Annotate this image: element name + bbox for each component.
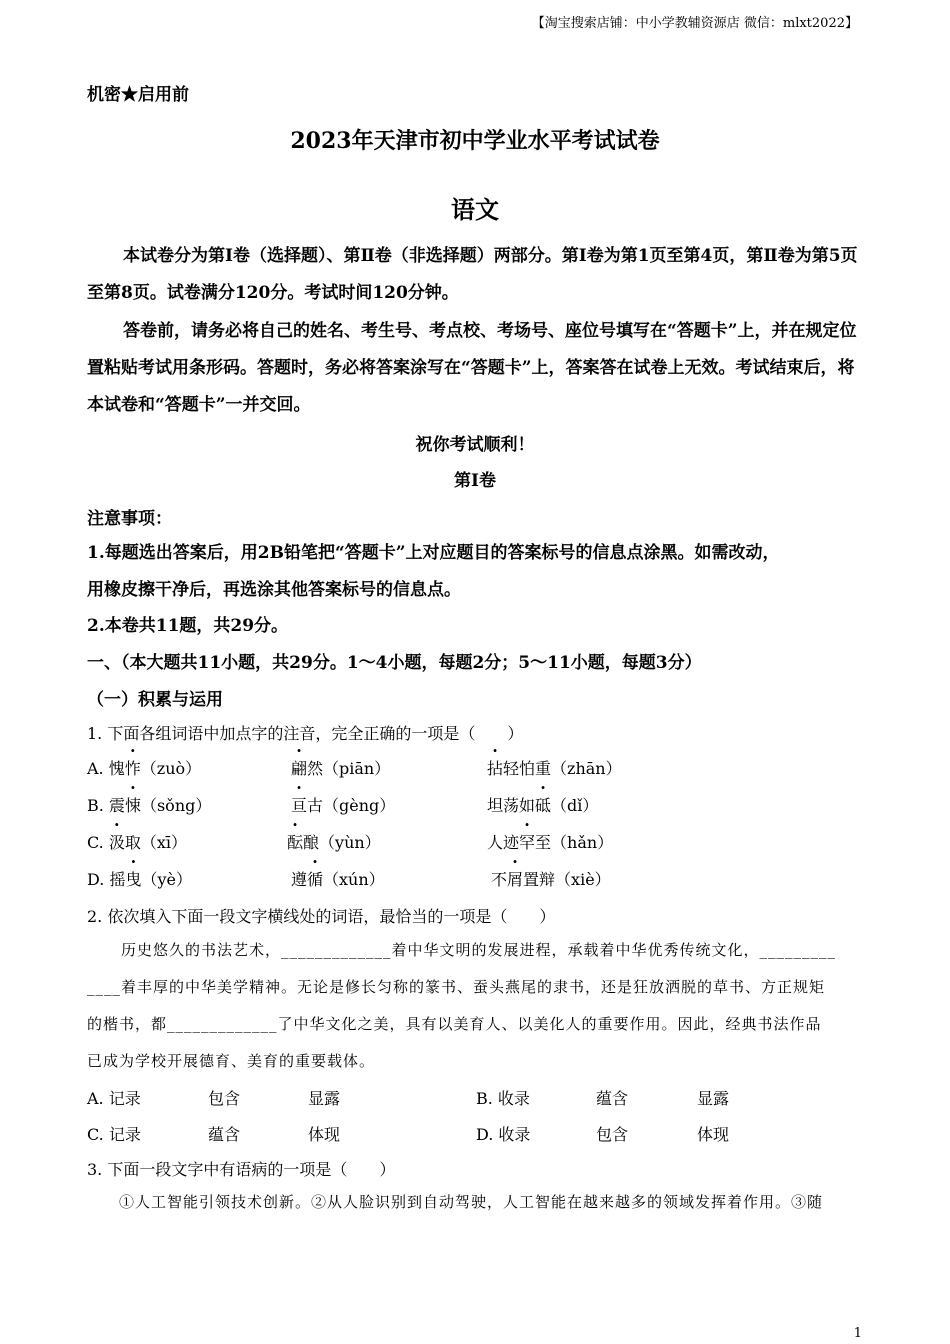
q2-option-b: B. 收录 — [476, 1089, 530, 1108]
word-part: 取 — [124, 833, 141, 852]
dotted-char: 砥 — [535, 796, 552, 815]
q1-option-d-word2 — [291, 867, 385, 890]
option-letter: C. — [87, 833, 109, 852]
dotted-char: 拈 — [487, 759, 504, 778]
dotted-char: 悚 — [124, 796, 141, 815]
dotted-char: 曳 — [125, 870, 142, 889]
option-letter: A. — [87, 759, 109, 778]
dotted-char: 屑 — [507, 870, 524, 889]
q1-option-a-word3 — [487, 756, 622, 779]
word-part: 坦荡如 — [487, 796, 536, 815]
q1-option-c-word3 — [487, 830, 613, 853]
word-part: 轻怕重 — [503, 759, 552, 778]
question-2-passage-line-4: 已成为学校开展德育、美育的重要载体。 — [87, 1052, 376, 1070]
pinyin: （xún） — [323, 870, 385, 889]
question-2-passage-line-1: 历史悠久的书法艺术，_____________着中华文明的发展进程，承载着中华优秀传统文化，_________ — [121, 941, 837, 959]
question-2-passage-line-3: 的楷书，都_____________了中华文化之美，具有以美育人、以美化人的重要作用。因此，经典书法作品 — [87, 1015, 822, 1033]
word-part: 摇 — [109, 870, 126, 889]
q2-option-d: D. 收录 — [476, 1125, 531, 1144]
good-luck-line: 祝你考试顺利！ — [415, 435, 535, 455]
option-letter: D. — [87, 870, 110, 889]
q2-option-b-word3: 显露 — [697, 1089, 730, 1108]
q1-option-d-word1 — [87, 867, 192, 890]
dotted-char: 酝 — [287, 833, 304, 852]
pinyin: （yùn） — [319, 833, 381, 852]
word-part: 然 — [307, 759, 324, 778]
q1-option-d-word3 — [491, 867, 611, 890]
dotted-char: 循 — [307, 870, 324, 889]
notice-title: 注意事项： — [87, 509, 172, 529]
q2-option-c-word2: 蕴含 — [208, 1125, 241, 1144]
q2-option-a-word3: 显露 — [308, 1089, 341, 1108]
subject-title: 语文 — [451, 195, 499, 224]
dotted-char: 罕 — [519, 833, 536, 852]
word-part: 震 — [108, 796, 125, 815]
q1-option-b-word2 — [291, 793, 395, 816]
q1-option-b-word1 — [87, 793, 211, 816]
intro-paragraph-1: 本试卷分为第Ⅰ卷（选择题）、第Ⅱ卷（非选择题）两部分。第Ⅰ卷为第1页至第4页，第Ⅱ卷为第5页至第8页。试卷满分120分。考试时间120分钟。 — [87, 246, 858, 303]
question-2-passage-line-2: ____着丰厚的中华美学精神。无论是修长匀称的篆书、蚕头燕尾的隶书，还是狂放洒脱的草书、方正规矩 — [87, 978, 826, 996]
q2-option-a: A. 记录 — [87, 1089, 141, 1108]
q1-option-a-word2 — [291, 756, 390, 779]
intro-paragraph-2: 答卷前，请务必将自己的姓名、考生号、考点校、考场号、座位号填写在“答题卡”上，并在规定位置粘贴考试用条形码。答题时，务必将答案涂写在“答题卡”上，答案答在试卷上无效。考试结束后，将本试卷和“答题卡”一并交回。 — [87, 321, 857, 415]
subsection-heading: （一）积累与运用 — [87, 690, 223, 710]
pinyin: （dǐ） — [551, 796, 599, 815]
notice-item-1b: 用橡皮擦干净后，再选涂其他答案标号的信息点。 — [87, 580, 461, 600]
exam-title: 2023年天津市初中学业水平考试试卷 — [290, 128, 660, 154]
word-part: 遵 — [291, 870, 308, 889]
page-number: 1 — [853, 1326, 862, 1341]
word-part: 不 — [491, 870, 508, 889]
word-part: 酿 — [303, 833, 320, 852]
notice-item-2: 2.本卷共11题，共29分。 — [87, 616, 289, 636]
pinyin: （gèng） — [323, 796, 396, 815]
dotted-char: 怍 — [124, 759, 141, 778]
q2-option-d-word2: 包含 — [596, 1125, 629, 1144]
question-3-passage-line-1: ①人工智能引领技术创新。②从人脸识别到自动驾驶，人工智能在越来越多的领域发挥着作用。③随 — [119, 1193, 824, 1211]
pinyin: （zhān） — [551, 759, 622, 778]
q1-option-c-word1 — [87, 830, 187, 853]
confidential-label: 机密★启用前 — [87, 85, 189, 105]
question-2-stem: 2. 依次填入下面一段文字横线处的词语，最恰当的一项是（ ） — [87, 907, 556, 926]
pinyin: （piān） — [323, 759, 391, 778]
q2-option-c: C. 记录 — [87, 1125, 141, 1144]
pinyin: （sǒng） — [140, 796, 212, 815]
dotted-char: 亘 — [291, 796, 308, 815]
q1-option-b-word3 — [487, 793, 598, 816]
word-part: 人迹 — [487, 833, 520, 852]
q2-option-d-word3: 体现 — [697, 1125, 730, 1144]
word-part: 愧 — [108, 759, 125, 778]
q1-option-c-word2 — [287, 830, 381, 853]
word-part: 古 — [307, 796, 324, 815]
dotted-char: 汲 — [108, 833, 125, 852]
question-1-stem: 1. 下面各组词语中加点字的注音，完全正确的一项是（ ） — [87, 724, 524, 743]
pinyin: （xiè） — [555, 870, 611, 889]
dotted-char: 翩 — [291, 759, 308, 778]
q1-option-a-word1 — [87, 756, 201, 779]
word-part: 至 — [535, 833, 552, 852]
q2-option-b-word2: 蕴含 — [596, 1089, 629, 1108]
q2-option-c-word3: 体现 — [308, 1125, 341, 1144]
option-letter: B. — [87, 796, 109, 815]
page-header: 【淘宝搜索店铺：中小学教辅资源店 微信：mlxt2022】 — [531, 16, 858, 31]
pinyin: （zuò） — [140, 759, 202, 778]
pinyin: （xī） — [140, 833, 188, 852]
question-3-stem: 3. 下面一段文字中有语病的一项是（ ） — [87, 1160, 396, 1179]
q2-option-a-word2: 包含 — [208, 1089, 241, 1108]
notice-item-1a: 1.每题选出答案后，用2B铅笔把“答题卡”上对应题目的答案标号的信息点涂黑。如需改动， — [87, 543, 780, 563]
pinyin: （hǎn） — [551, 833, 614, 852]
section-heading: 一、（本大题共11小题，共29分。1～4小题，每题2分；5～11小题，每题3分） — [87, 653, 702, 673]
pinyin: （yè） — [141, 870, 192, 889]
word-part: 置辩 — [523, 870, 556, 889]
volume-heading: 第Ⅰ卷 — [454, 471, 496, 491]
